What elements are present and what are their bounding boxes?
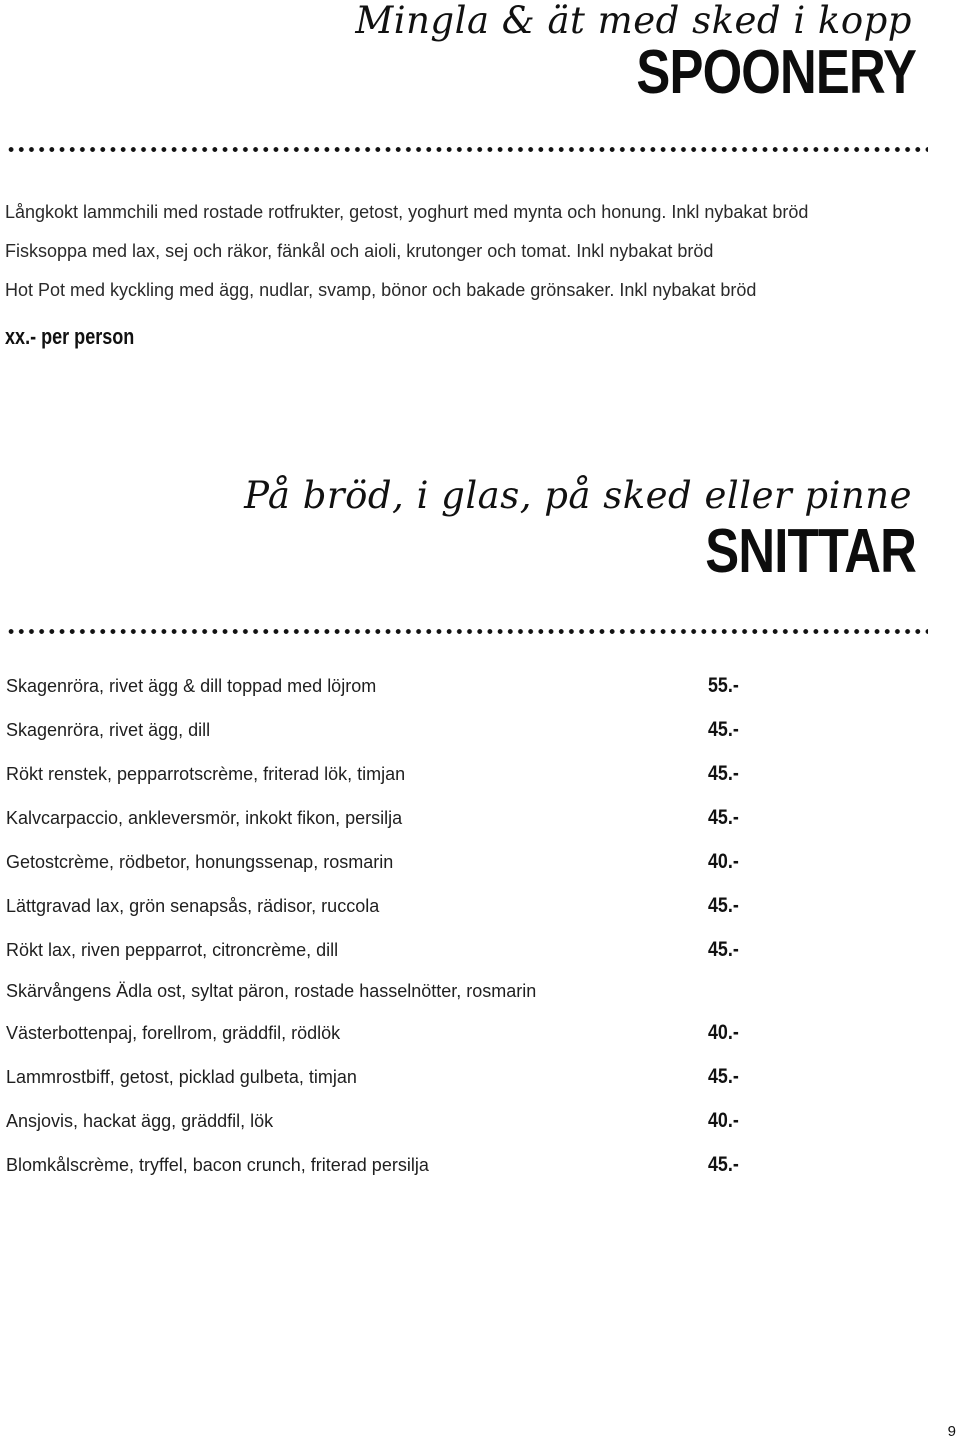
menu-row [6,674,906,698]
menu-item-price: 40.- [708,850,739,873]
menu-item-price: 45.- [708,1065,739,1088]
menu-item-name: Kalvcarpaccio, ankleversmör, inkokt fikon, persilja [6,808,403,828]
spoonery-title: SPOONERY [636,38,916,107]
menu-row [6,938,906,962]
menu-row [6,806,906,830]
dish-line: Hot Pot med kyckling med ägg, nudlar, svamp, bönor och bakade grönsaker. Inkl nybakat bröd [5,280,757,300]
snittar-title: SNITTAR [705,517,916,586]
menu-item-name: Skagenröra, rivet ägg, dill [6,720,211,740]
menu-item-price: 45.- [708,762,739,785]
menu-item-name: Lammrostbiff, getost, picklad gulbeta, timjan [6,1067,357,1087]
menu-item-price: 45.- [708,938,739,961]
menu-row [6,979,906,1003]
menu-item-name: Västerbottenpaj, forellrom, gräddfil, rödlök [6,1023,341,1043]
dotted-divider [6,146,928,153]
menu-item-price: 40.- [708,1021,739,1044]
dish-line: Långkokt lammchili med rostade rotfrukter, getost, yoghurt med mynta och honung. Inkl nybakat bröd [5,202,809,222]
menu-item-name: Rökt lax, riven pepparrot, citroncrème, dill [6,940,339,960]
menu-item-name: Getostcrème, rödbetor, honungssenap, rosmarin [6,852,394,872]
menu-item-name: Lättgravad lax, grön senapsås, rädisor, ruccola [6,896,380,916]
menu-row [6,1021,906,1045]
menu-row [6,1065,906,1089]
menu-row [6,718,906,742]
menu-item-price: 45.- [708,806,739,829]
page-number: 9 [947,1423,956,1440]
menu-row [6,894,906,918]
menu-row [6,1109,906,1133]
menu-row [6,762,906,786]
dish-line: Fisksoppa med lax, sej och räkor, fänkål och aioli, krutonger och tomat. Inkl nybakat bröd [5,241,714,261]
menu-item-price: 40.- [708,1109,739,1132]
menu-item-price: 45.- [708,1153,739,1176]
menu-row [6,1153,906,1177]
menu-item-name: Ansjovis, hackat ägg, gräddfil, lök [6,1111,274,1131]
menu-item-price: 55.- [708,674,739,697]
menu-item-name: Blomkålscrème, tryffel, bacon crunch, friterad persilja [6,1155,429,1175]
menu-item-name: Skärvångens Ädla ost, syltat päron, rostade hasselnötter, rosmarin [6,981,537,1001]
snittar-subtitle: På bröd, i glas, på sked eller pinne [244,474,912,517]
menu-item-name: Rökt renstek, pepparrotscrème, friterad lök, timjan [6,764,406,784]
spoonery-subtitle: Mingla & ät med sked i kopp [355,0,912,42]
menu-item-price: 45.- [708,894,739,917]
per-person-price: xx.- per person [5,324,135,349]
menu-item-price: 45.- [708,718,739,741]
dotted-divider [6,628,928,635]
menu-item-name: Skagenröra, rivet ägg & dill toppad med löjrom [6,676,377,696]
menu-row [6,850,906,874]
